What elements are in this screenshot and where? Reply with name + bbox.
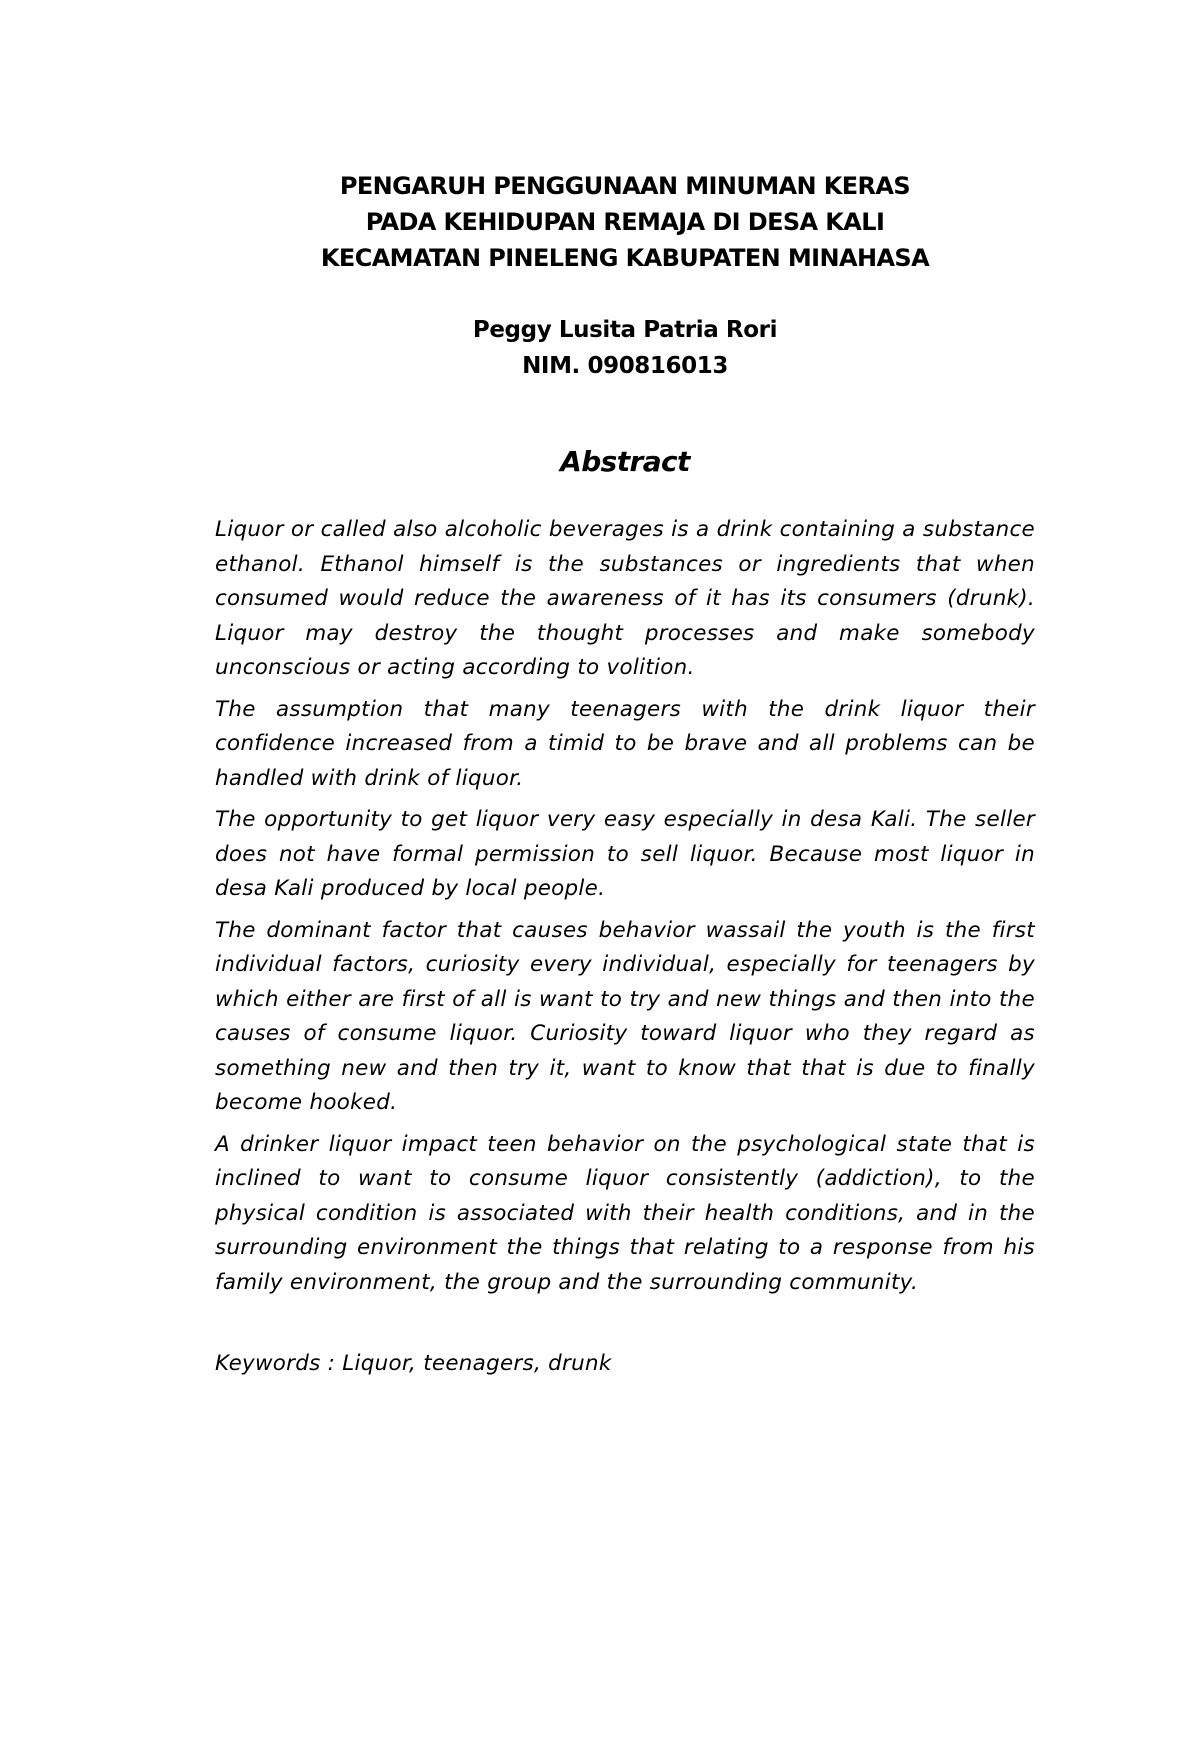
author-name: Peggy Lusita Patria Rori	[472, 317, 778, 343]
abstract-paragraph-3: The opportunity to get liquor very easy especially in desa Kali. The seller does not have formal permission to sell liquor. Because most liquor in desa Kali produced by local people.	[215, 807, 1035, 901]
author-block	[215, 312, 1035, 384]
abstract-paragraph-4: The dominant factor that causes behavior wassail the youth is the first individual factors, curiosity every individual, especially for teenagers by which either are first of all is want to try and new things and then into the causes of consume liquor. Curiosity toward liquor who they regard as something new and then try it, want to know that that is due to finally become hooked.	[215, 917, 1035, 1115]
paper-title	[215, 168, 1035, 276]
abstract-heading: Abstract	[560, 445, 690, 478]
abstract-paragraph-1: Liquor or called also alcoholic beverages is a drink containing a substance ethanol. Ethanol himself is the substances or ingredients that when consumed would reduce the awareness of it has its consumers (drunk). Liquor may destroy the thought processes and make somebody unconscious or acting according to volition.	[215, 517, 1035, 680]
keywords-line: Keywords : Liquor, teenagers, drunk	[215, 1351, 612, 1376]
title-line-3: KECAMATAN PINELENG KABUPATEN MINAHASA	[320, 244, 930, 272]
author-nim: NIM. 090816013	[522, 353, 728, 379]
abstract-paragraph-2: The assumption that many teenagers with the drink liquor their confidence increased from a timid to be brave and all problems can be handled with drink of liquor.	[215, 696, 1035, 791]
title-line-2: PADA KEHIDUPAN REMAJA DI DESA KALI	[365, 208, 885, 236]
abstract-paragraph-5: A drinker liquor impact teen behavior on the psychological state that is inclined to want to consume liquor consistently (addiction), to the physical condition is associated with their health conditions, and in the surrounding environment the things that relating to a response from his family environment, the group and the surrounding community.	[215, 1131, 1035, 1295]
abstract-body	[215, 513, 1035, 1307]
title-line-1: PENGARUH PENGGUNAAN MINUMAN KERAS	[339, 172, 911, 200]
